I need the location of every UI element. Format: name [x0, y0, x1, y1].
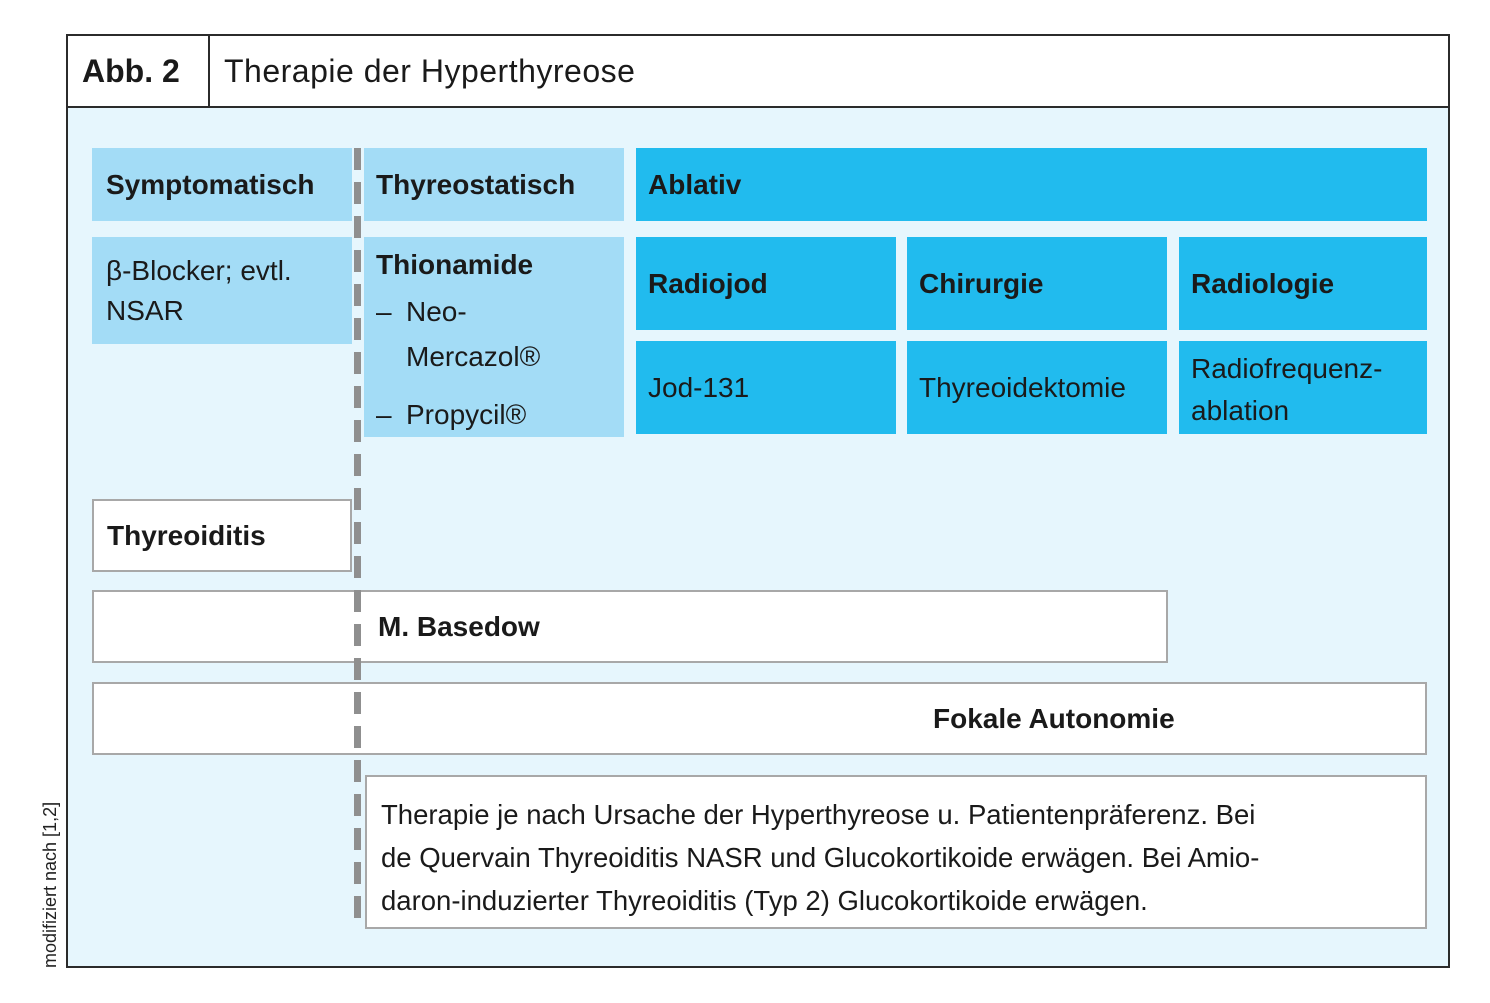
drug-item-line-1: Neo- [406, 296, 467, 327]
ablativ-option-radiologie [1179, 237, 1427, 330]
therapy-note-line-2: de Quervain Thyreoiditis NASR und Glucokortikoide erwägen. Bei Amio- [381, 842, 1260, 873]
symptomatisch-line-2: NSAR [106, 295, 184, 326]
dashed-divider [354, 148, 361, 928]
symptomatisch-line-1: β-Blocker; evtl. [106, 255, 292, 286]
ablativ-detail-line-1: Radiofrequenz- [1191, 353, 1383, 384]
symptomatisch-body [92, 237, 352, 344]
ablativ-option-chirurgie [907, 237, 1167, 330]
column-header-symptomatisch [92, 148, 352, 221]
drug-item-line-1: Propycil® [406, 399, 527, 430]
condition-thyreoiditis-label: Thyreoiditis [107, 520, 266, 551]
condition-fokale-autonomie [92, 682, 1427, 755]
column-header-thyreostatisch [364, 148, 624, 221]
ablativ-option-label: Chirurgie [919, 268, 1044, 299]
therapy-note-line-1: Therapie je nach Ursache der Hyperthyreose u. Patientenpräferenz. Bei [381, 799, 1256, 830]
drug-item-dash: – [376, 399, 392, 430]
drug-item-neomercazol [376, 289, 540, 379]
ablativ-option-radiojod [636, 237, 896, 330]
condition-thyreoiditis [92, 499, 352, 572]
drug-item-line-2: Mercazol® [406, 341, 541, 372]
ablativ-detail-chirurgie [907, 341, 1167, 434]
column-header-ablativ [636, 148, 1427, 221]
figure-label: Abb. 2 [68, 36, 210, 106]
ablativ-detail-radiologie [1179, 341, 1427, 434]
ablativ-detail-text: Thyreoidektomie [919, 372, 1126, 403]
drug-item-propycil [376, 392, 526, 437]
thionamide-heading: Thionamide [376, 249, 534, 280]
therapy-note-line-3: daron-induzierter Thyreoiditis (Typ 2) Glucokortikoide erwägen. [381, 885, 1148, 916]
therapy-note [365, 775, 1427, 929]
figure-header [68, 36, 1448, 108]
ablativ-detail-line-2: ablation [1191, 395, 1290, 426]
source-note: modifiziert nach [1,2] [40, 801, 60, 968]
figure-title: Therapie der Hyperthyreose [224, 53, 636, 89]
thyreostatisch-body [364, 237, 624, 437]
ablativ-option-label: Radiologie [1191, 268, 1335, 299]
condition-autonomie-label: Fokale Autonomie [933, 703, 1175, 734]
condition-basedow-label: M. Basedow [378, 611, 540, 642]
column-header-thyreostatisch-label: Thyreostatisch [376, 169, 576, 200]
ablativ-detail-radiojod [636, 341, 896, 434]
column-header-ablativ-label: Ablativ [648, 169, 742, 200]
ablativ-detail-text: Jod-131 [648, 372, 750, 403]
column-header-symptomatisch-label: Symptomatisch [106, 169, 315, 200]
ablativ-option-label: Radiojod [648, 268, 768, 299]
drug-item-dash: – [376, 296, 392, 327]
condition-basedow [92, 590, 1168, 663]
